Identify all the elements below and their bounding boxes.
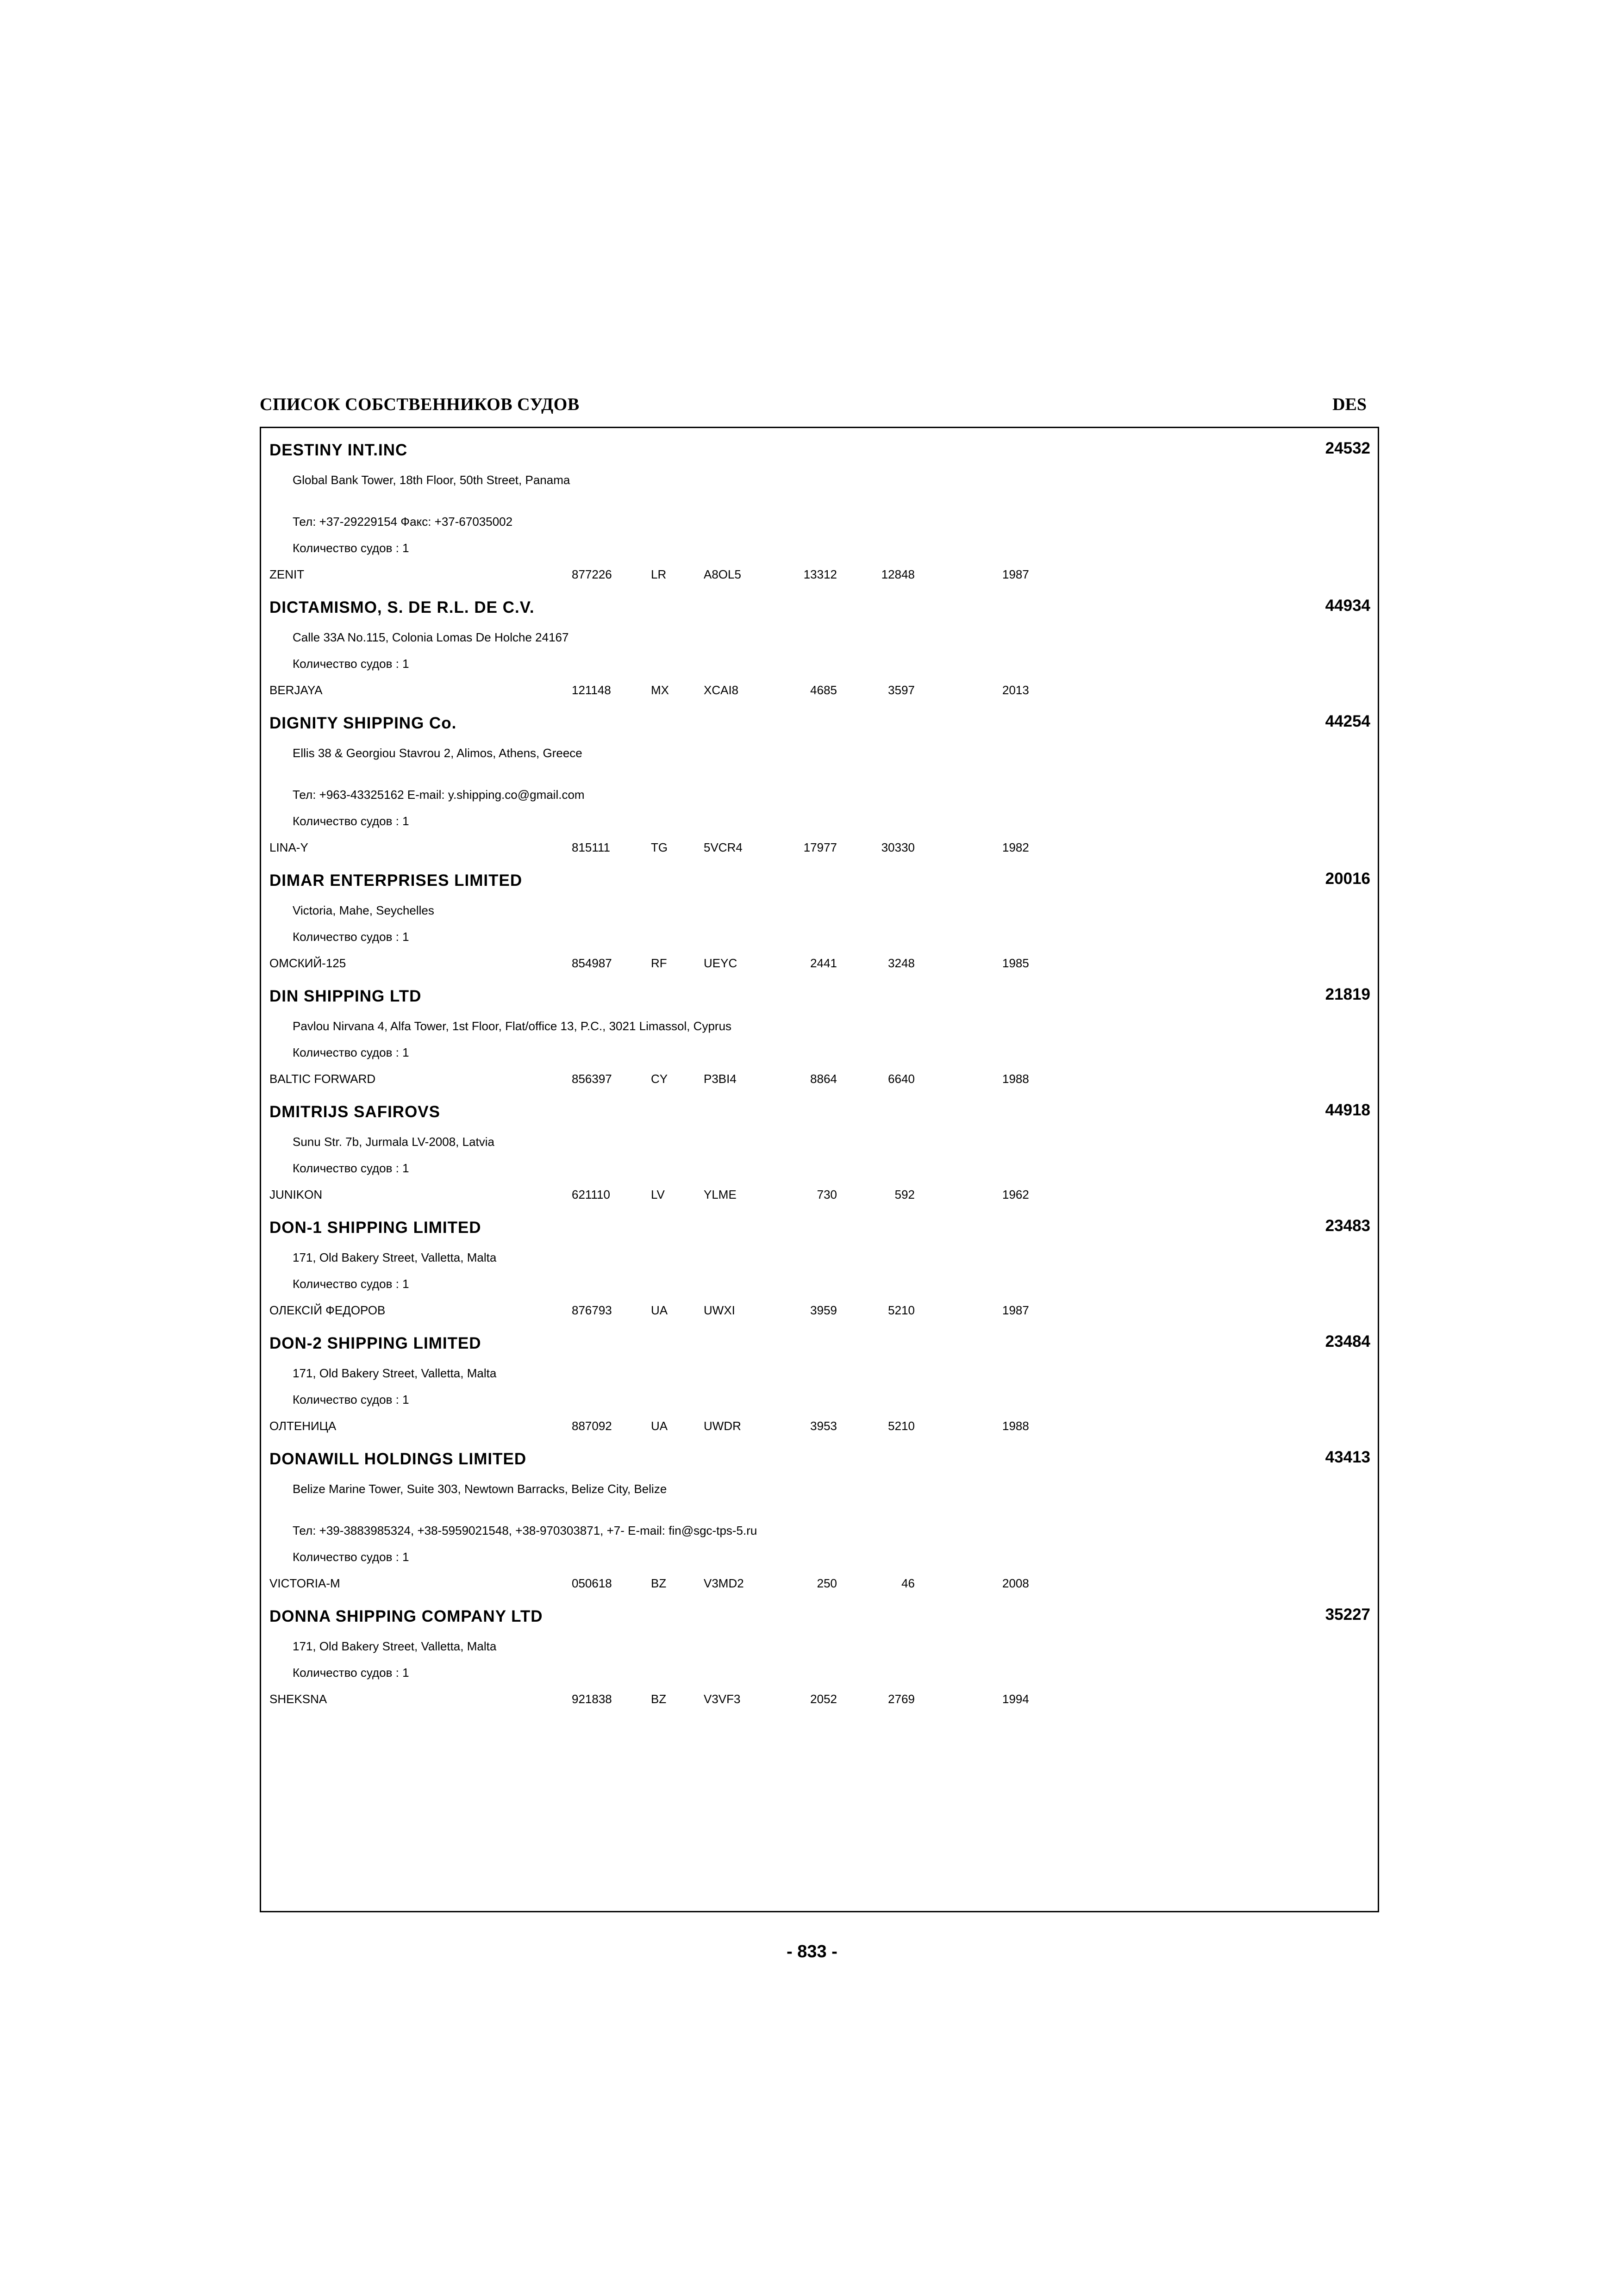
- vessel-count: Количество судов : 1: [293, 1045, 409, 1059]
- owner-id: 43413: [1325, 1448, 1370, 1466]
- vessel-year: 1962: [1002, 1188, 1029, 1201]
- vessel-count: Количество судов : 1: [293, 541, 409, 555]
- vessel-count: Количество судов : 1: [293, 814, 409, 828]
- vessel-row: [261, 683, 1378, 698]
- vessel-gross-tonnage: 8864: [810, 1072, 837, 1086]
- vessel-count: Количество судов : 1: [293, 930, 409, 944]
- owner-id: 24532: [1325, 439, 1370, 457]
- vessel-gross-tonnage: 2052: [810, 1692, 837, 1706]
- owner-address: Global Bank Tower, 18th Floor, 50th Street, Panama: [293, 473, 570, 487]
- owner-contact: Тел: +37-29229154 Факс: +37-67035002: [293, 515, 513, 529]
- vessel-callsign: XCAI8: [704, 683, 739, 697]
- vessel-name: ОЛТЕНИЦА: [269, 1419, 337, 1433]
- vessel-name: ОЛЕКСІЙ ФЕДОРОВ: [269, 1303, 386, 1317]
- owner-address: Pavlou Nirvana 4, Alfa Tower, 1st Floor, Flat/office 13, P.C., 3021 Limassol, Cyprus: [293, 1019, 732, 1033]
- owner-id: 35227: [1325, 1605, 1370, 1624]
- owner-address: 171, Old Bakery Street, Valletta, Malta: [293, 1251, 497, 1264]
- vessel-number: 887092: [572, 1419, 612, 1433]
- vessel-row: [261, 1576, 1378, 1591]
- owner-name: DONAWILL HOLDINGS LIMITED: [269, 1450, 527, 1468]
- owner-id: 23484: [1325, 1332, 1370, 1350]
- vessel-name: ОМСКИЙ-125: [269, 956, 346, 970]
- vessel-deadweight: 46: [901, 1576, 915, 1590]
- vessel-name: LINA-Y: [269, 840, 308, 854]
- vessel-name: BALTIC FORWARD: [269, 1072, 376, 1086]
- owner-name: DIN SHIPPING LTD: [269, 987, 422, 1005]
- owner-address: 171, Old Bakery Street, Valletta, Malta: [293, 1366, 497, 1380]
- page-header-title: СПИСОК СОБСТВЕННИКОВ СУДОВ: [260, 395, 580, 414]
- vessel-row: [261, 1303, 1378, 1318]
- owner-id: 21819: [1325, 985, 1370, 1003]
- vessel-flag: MX: [651, 683, 669, 697]
- vessel-count: Количество судов : 1: [293, 1277, 409, 1291]
- vessel-flag: UA: [651, 1303, 668, 1317]
- owner-id: 44254: [1325, 712, 1370, 730]
- vessel-year: 1988: [1002, 1419, 1029, 1433]
- vessel-callsign: UEYC: [704, 956, 737, 970]
- vessel-callsign: UWXI: [704, 1303, 735, 1317]
- vessel-year: 2013: [1002, 683, 1029, 697]
- owner-entry: [261, 701, 1378, 859]
- owner-entry: [261, 859, 1378, 974]
- vessel-flag: LV: [651, 1188, 665, 1201]
- vessel-flag: RF: [651, 956, 667, 970]
- owners-frame: [260, 427, 1379, 1912]
- vessel-name: SHEKSNA: [269, 1692, 327, 1706]
- owner-id: 44934: [1325, 597, 1370, 615]
- owner-id: 20016: [1325, 870, 1370, 888]
- vessel-number: 921838: [572, 1692, 612, 1706]
- page-number: - 833 -: [787, 1942, 837, 1961]
- owner-entry: [261, 585, 1378, 701]
- vessel-deadweight: 5210: [888, 1419, 915, 1433]
- vessel-gross-tonnage: 250: [817, 1576, 837, 1590]
- vessel-deadweight: 5210: [888, 1303, 915, 1317]
- vessel-number: 876793: [572, 1303, 612, 1317]
- vessel-gross-tonnage: 13312: [803, 567, 837, 581]
- vessel-deadweight: 592: [894, 1188, 915, 1201]
- vessel-deadweight: 6640: [888, 1072, 915, 1086]
- owner-address: 171, Old Bakery Street, Valletta, Malta: [293, 1639, 497, 1653]
- vessel-year: 1994: [1002, 1692, 1029, 1706]
- vessel-gross-tonnage: 3953: [810, 1419, 837, 1433]
- vessel-callsign: V3MD2: [704, 1576, 744, 1590]
- owner-name: DIMAR ENTERPRISES LIMITED: [269, 871, 523, 890]
- vessel-number: 854987: [572, 956, 612, 970]
- owner-entry: [261, 1321, 1378, 1437]
- vessel-row: [261, 1072, 1378, 1087]
- vessel-deadweight: 30330: [881, 840, 915, 854]
- owner-address: Ellis 38 & Georgiou Stavrou 2, Alimos, Athens, Greece: [293, 746, 582, 760]
- vessel-flag: BZ: [651, 1576, 667, 1590]
- vessel-gross-tonnage: 17977: [803, 840, 837, 854]
- vessel-gross-tonnage: 4685: [810, 683, 837, 697]
- vessel-count: Количество судов : 1: [293, 1550, 409, 1564]
- owner-id: 44918: [1325, 1101, 1370, 1119]
- vessel-name: BERJAYA: [269, 683, 323, 697]
- owner-name: DON-2 SHIPPING LIMITED: [269, 1334, 481, 1352]
- owner-address: Sunu Str. 7b, Jurmala LV-2008, Latvia: [293, 1135, 495, 1149]
- page-header-code: DES: [1332, 395, 1367, 414]
- vessel-deadweight: 3248: [888, 956, 915, 970]
- owner-name: DICTAMISMO, S. DE R.L. DE C.V.: [269, 598, 535, 616]
- owner-entry: [261, 1206, 1378, 1321]
- vessel-row: [261, 956, 1378, 971]
- vessel-name: ZENIT: [269, 567, 305, 581]
- owner-contact: Тел: +963-43325162 E-mail: y.shipping.co@gmail.com: [293, 788, 585, 802]
- vessel-year: 1987: [1002, 1303, 1029, 1317]
- vessel-number: 621110: [572, 1188, 610, 1201]
- vessel-count: Количество судов : 1: [293, 1393, 409, 1406]
- vessel-gross-tonnage: 3959: [810, 1303, 837, 1317]
- owner-address: Calle 33A No.115, Colonia Lomas De Holche 24167: [293, 630, 569, 644]
- vessel-flag: TG: [651, 840, 668, 854]
- owner-name: DON-1 SHIPPING LIMITED: [269, 1219, 481, 1237]
- owner-name: DONNA SHIPPING COMPANY LTD: [269, 1607, 543, 1625]
- owner-entry: [261, 1090, 1378, 1206]
- vessel-flag: LR: [651, 567, 667, 581]
- owner-name: DIGNITY SHIPPING Co.: [269, 714, 457, 732]
- owner-address: Belize Marine Tower, Suite 303, Newtown Barracks, Belize City, Belize: [293, 1482, 667, 1496]
- vessel-number: 877226: [572, 567, 612, 581]
- owner-name: DMITRIJS SAFIROVS: [269, 1103, 440, 1121]
- vessel-year: 1985: [1002, 956, 1029, 970]
- vessel-number: 815111: [572, 840, 610, 854]
- vessel-flag: BZ: [651, 1692, 667, 1706]
- vessel-row: [261, 840, 1378, 855]
- owner-entry: [261, 1594, 1378, 1710]
- vessel-row: [261, 1692, 1378, 1707]
- vessel-deadweight: 2769: [888, 1692, 915, 1706]
- owner-entry: [261, 974, 1378, 1090]
- vessel-flag: UA: [651, 1419, 668, 1433]
- vessel-callsign: 5VCR4: [704, 840, 743, 854]
- vessel-year: 2008: [1002, 1576, 1029, 1590]
- vessel-callsign: UWDR: [704, 1419, 741, 1433]
- vessel-year: 1987: [1002, 567, 1029, 581]
- vessel-year: 1988: [1002, 1072, 1029, 1086]
- vessel-gross-tonnage: 2441: [810, 956, 837, 970]
- vessel-callsign: P3BI4: [704, 1072, 737, 1086]
- vessel-row: [261, 1188, 1378, 1202]
- vessel-flag: CY: [651, 1072, 668, 1086]
- owner-contact: Тел: +39-3883985324, +38-5959021548, +38-970303871, +7- E-mail: fin@sgc-tps-5.ru: [293, 1524, 757, 1537]
- vessel-number: 856397: [572, 1072, 612, 1086]
- vessel-count: Количество судов : 1: [293, 657, 409, 671]
- vessel-deadweight: 12848: [881, 567, 915, 581]
- vessel-number: 121148: [572, 683, 611, 697]
- vessel-callsign: A8OL5: [704, 567, 741, 581]
- owner-address: Victoria, Mahe, Seychelles: [293, 903, 434, 917]
- vessel-row: [261, 567, 1378, 582]
- owner-entry: [261, 428, 1378, 585]
- vessel-count: Количество судов : 1: [293, 1161, 409, 1175]
- vessel-count: Количество судов : 1: [293, 1666, 409, 1680]
- vessel-name: JUNIKON: [269, 1188, 323, 1201]
- vessel-deadweight: 3597: [888, 683, 915, 697]
- vessel-callsign: YLME: [704, 1188, 737, 1201]
- vessel-name: VICTORIA-M: [269, 1576, 340, 1590]
- owner-entry: [261, 1437, 1378, 1594]
- vessel-gross-tonnage: 730: [817, 1188, 837, 1201]
- owner-name: DESTINY INT.INC: [269, 441, 408, 459]
- vessel-row: [261, 1419, 1378, 1434]
- owner-id: 23483: [1325, 1217, 1370, 1235]
- vessel-year: 1982: [1002, 840, 1029, 854]
- vessel-number: 050618: [572, 1576, 612, 1590]
- vessel-callsign: V3VF3: [704, 1692, 741, 1706]
